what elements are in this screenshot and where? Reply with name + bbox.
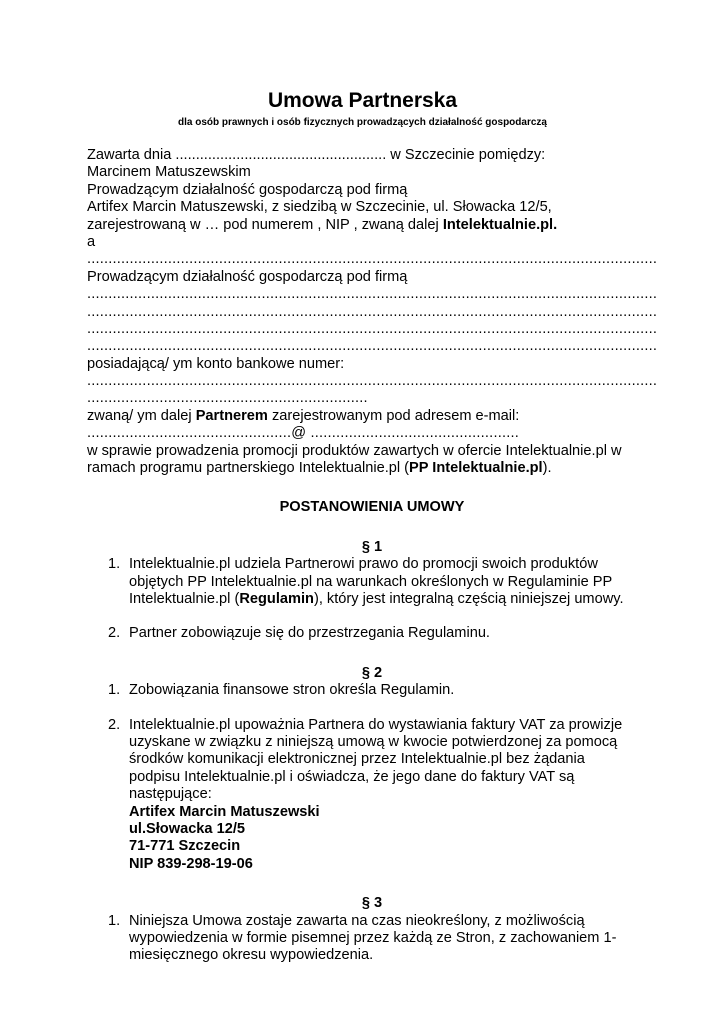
blank-line: ......................................................................................................................................: [87, 303, 657, 320]
blank-line-short: ..................................................................: [87, 390, 368, 407]
list-item: 2. Intelektualnie.pl upoważnia Partnera do wystawiania faktury VAT za prowizje uzyskane w związku z niniejszą umową w kwocie potwierdzonej za pomocą środków komunikacji elektronicznej przez Intelektualnie.pl bez żądania podpisu Intelektualnie.pl i oświadcza, że jego dane do faktury VAT są następujące: Artifex Marcin Matuszewski ul.Słowacka 12/5 71-771 Szczecin NIP 839-298-19-06: [87, 717, 657, 874]
blank-line: ......................................................................................................................................: [87, 373, 657, 390]
intro-line-address: Artifex Marcin Matuszewski, z siedzibą w Szczecinie, ul. Słowacka 12/5,: [87, 199, 552, 216]
intro-line-partner-business: Prowadzącym działalność gospodarczą pod firmą: [87, 268, 408, 285]
section-heading: POSTANOWIENIA UMOWY: [279, 499, 465, 516]
list-item: 1. Zobowiązania finansowe stron określa Regulamin.: [108, 682, 455, 699]
invoice-address-street: ul.Słowacka 12/5: [129, 820, 246, 837]
section-3-list: [87, 913, 657, 965]
intro-line-purpose: w sprawie prowadzenia promocji produktów zawartych w ofercie Intelektualnie.pl w: [87, 442, 622, 459]
blank-line: ......................................................................................................................................: [87, 286, 657, 303]
intro-line-business: Prowadzącym działalność gospodarczą pod firmą: [87, 181, 408, 198]
section-mark-1: § 1: [361, 538, 383, 555]
blank-line: ......................................................................................................................................: [87, 320, 657, 337]
intro-line-registration: zarejestrowaną w … pod numerem , NIP , zwaną dalej Intelektualnie.pl.: [87, 216, 558, 233]
list-item: 1. Niniejsza Umowa zostaje zawarta na czas nieokreślony, z możliwością wypowiedzenia w formie pisemnej przez każdą ze Stron, z zachowaniem 1- miesięcznego okresu wypowiedzenia.: [108, 912, 617, 964]
blank-line: ......................................................................................................................................: [87, 251, 657, 268]
intro-line-date: Zawarta dnia .................................................... w Szczecinie pomiędzy:: [87, 147, 546, 163]
invoice-address-nip: NIP 839-298-19-06: [129, 855, 253, 872]
section-mark-3: § 3: [361, 895, 383, 912]
section-1-list: [87, 556, 657, 643]
invoice-address-city: 71-771 Szczecin: [129, 838, 241, 855]
intro-line-program: ramach programu partnerskiego Intelektualnie.pl (PP Intelektualnie.pl).: [87, 460, 552, 477]
intro-line-and: a: [87, 233, 96, 250]
email-blank: ................................................@ .................................................: [87, 425, 519, 442]
document-subtitle: dla osób prawnych i osób fizycznych prowadzących działalność gospodarczą: [178, 117, 547, 128]
invoice-address-name: Artifex Marcin Matuszewski: [129, 803, 320, 820]
document-body: [87, 147, 657, 965]
list-item: 1. Intelektualnie.pl udziela Partnerowi prawo do promocji swoich produktów objętych PP Intelektualnie.pl na warunkach określonych w Regulaminie PP Intelektualnie.pl (Regulamin), który jest integralną częścią niniejszej umowy.: [108, 556, 624, 608]
section-2-list: [87, 682, 657, 873]
section-mark-2: § 2: [361, 664, 383, 681]
list-item: 2. Partner zobowiązuje się do przestrzegania Regulaminu.: [108, 625, 490, 642]
blank-line: ......................................................................................................................................: [87, 338, 657, 355]
intro-line-partner: zwaną/ ym dalej Partnerem zarejestrowanym pod adresem e-mail:: [87, 407, 520, 424]
intro-line-name: Marcinem Matuszewskim: [87, 164, 251, 181]
document-title: Umowa Partnerska: [267, 89, 458, 112]
intro-line-bank: posiadającą/ ym konto bankowe numer:: [87, 355, 345, 372]
